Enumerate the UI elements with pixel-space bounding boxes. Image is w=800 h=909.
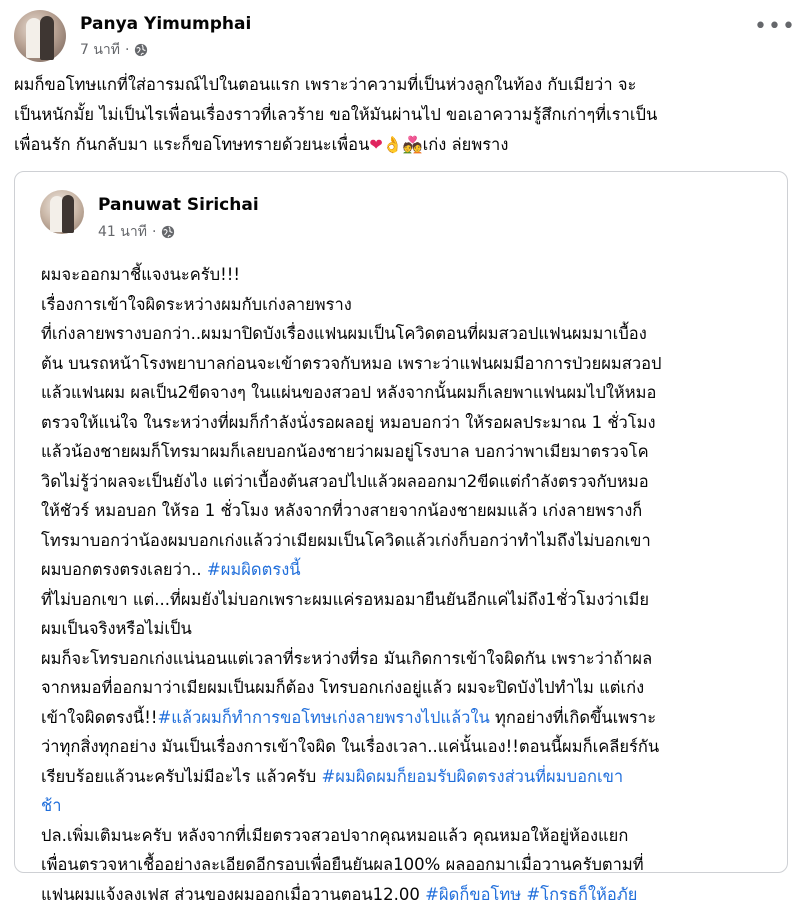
avatar[interactable] <box>14 10 66 62</box>
meta-separator: · <box>152 224 156 240</box>
line-text: ผมบอกตรงตรงเลยว่า.. <box>41 560 207 579</box>
line-text: โทรมาบอกว่าน้องผมบอกเก่งแล้วว่าเมียผมเป็นโควิดแล้วเก่งก็บอกว่าทำไมถึงไม่บอกเขา <box>41 531 651 550</box>
line-text: แล้วแฟนผม ผลเป็น2ขีดจางๆ ในแผ่นของสวอป หลังจากนั้นผมก็เลยพาแฟนผมไปให้หมอ <box>41 383 656 402</box>
shared-post-header <box>40 190 760 242</box>
hashtag-link[interactable]: #ผิดก็ขอโทษ #โกรธก็ให้อภัย <box>425 885 637 904</box>
post-line: เป็นหนักมั้ย ไม่เป็นไรเพื่อนเรื่องราวที่เลวร้าย ขอให้มันผ่านไป ขอเอาความรู้สึกเก่าๆที่เราเป็น <box>14 100 786 130</box>
shared-post-line <box>41 585 771 615</box>
line-text: ที่ไม่บอกเขา แต่...ที่ผมยังไม่บอกเพราะผมแค่รอหมอมายืนยันอีกแค่ไม่ถึง1ชั่วโมงว่าเมีย <box>41 590 649 609</box>
more-options-icon[interactable]: ••• <box>754 20 786 44</box>
ok-hand-emoji-icon: 👌 <box>383 130 403 160</box>
line-text: แล้วน้องชายผมก็โทรมาผมก็เลยบอกน้องชายว่าผมอยู่โรงบาล บอกว่าพาเมียมาตรวจโค <box>41 442 649 461</box>
shared-post-meta <box>98 221 175 243</box>
shared-post-line <box>41 880 771 909</box>
line-text: เพื่อนตรวจหาเชื้ออย่างละเอียดอีกรอบเพื่อยืนยันผล100% ผลออกมาเมื่อวานครับตามที่ <box>41 855 644 874</box>
line-text: เข้าใจผิดตรงนี้!! <box>41 708 157 727</box>
meta-separator: · <box>125 42 129 58</box>
shared-author-name[interactable]: Panuwat Sirichai <box>98 195 259 215</box>
shared-post-card[interactable] <box>14 171 788 873</box>
hashtag-link[interactable]: #ผมผิดตรงนี้ <box>207 560 301 579</box>
line-text: ผมก็จะโทรบอกเก่งแน่นอนแต่เวลาที่ระหว่างที่รอ มันเกิดการเข้าใจผิดกัน เพราะว่าถ้าผล <box>41 649 652 668</box>
heart-emoji-icon: ❤ <box>369 130 382 160</box>
shared-post-body <box>41 260 771 909</box>
line-text: ผมจะออกมาชี้แจงนะครับ!!! <box>41 265 240 284</box>
author-name[interactable]: Panya Yimumphai <box>80 14 251 34</box>
shared-post-line <box>41 349 771 379</box>
globe-icon[interactable] <box>134 43 148 57</box>
hashtag-link[interactable]: ช้า <box>41 796 61 815</box>
couple-emoji-icon: 💑 <box>403 130 423 160</box>
post-header <box>14 10 786 62</box>
shared-post-line <box>41 408 771 438</box>
shared-post-line <box>41 644 771 674</box>
line-text: ปล.เพิ่มเติมนะครับ หลังจากที่เมียตรวจสวอปจากคุณหมอแล้ว คุณหมอให้อยู่ห้องแยก <box>41 826 628 845</box>
shared-post-line <box>41 821 771 851</box>
avatar-figure <box>62 195 74 233</box>
shared-post-line <box>41 673 771 703</box>
shared-post-line <box>41 378 771 408</box>
shared-post-line <box>41 290 771 320</box>
shared-post-line <box>41 526 771 556</box>
globe-icon[interactable] <box>161 225 175 239</box>
line-text: จากหมอที่ออกมาว่าเมียผมเป็นผมก็ต้อง โทรบอกเก่งอยู่แล้ว ผมจะปิดบังไปทำไม แต่เก่ง <box>41 678 644 697</box>
avatar-figure <box>40 16 54 60</box>
shared-post-line <box>41 732 771 762</box>
shared-post-line <box>41 260 771 290</box>
shared-post-line <box>41 467 771 497</box>
tagged-person[interactable]: เก่ง ล่ยพราง <box>423 135 509 154</box>
shared-post-timestamp[interactable]: 41 นาที <box>98 221 147 243</box>
shared-post-line <box>41 437 771 467</box>
shared-post-line <box>41 850 771 880</box>
line-text: ต้น บนรถหน้าโรงพยาบาลก่อนจะเข้าตรวจกับหมอ เพราะว่าแฟนผมมีอาการป่วยผมสวอป <box>41 354 662 373</box>
line-text: ว่าทุกสิ่งทุกอย่าง มันเป็นเรื่องการเข้าใจผิด ในเรื่องเวลา..แค่นั้นเอง!!ตอนนี้ผมก็เคลียร์กัน <box>41 737 659 756</box>
shared-post-line <box>41 762 771 792</box>
shared-post-line <box>41 319 771 349</box>
shared-avatar[interactable] <box>40 190 84 234</box>
line-text: ทุกอย่างที่เกิดขึ้นเพราะ <box>490 708 656 727</box>
post-meta <box>80 39 148 61</box>
shared-post-line <box>41 703 771 733</box>
hashtag-link[interactable]: #ผมผิดผมก็ยอมรับผิดตรงส่วนที่ผมบอกเขา <box>321 767 623 786</box>
line-text: แฟนผมแจ้งลงเฟส ส่วนของผมออกเมื่อวานตอน12.00 <box>41 885 425 904</box>
line-text: ให้ชัวร์ หมอบอก ให้รอ 1 ชั่วโมง หลังจากที่วางสายจากน้องชายผมแล้ว เก่งลายพรางก็ <box>41 501 642 520</box>
shared-post-line <box>41 614 771 644</box>
post-timestamp[interactable]: 7 นาที <box>80 39 120 61</box>
post-line: ผมก็ขอโทษแกที่ใส่อารมณ์ไปในตอนแรก เพราะว่าความที่เป็นห่วงลูกในท้อง กับเมียว่า จะ <box>14 70 786 100</box>
line-text: วิดไม่รู้ว่าผลจะเป็นยังไง แต่ว่าเบื้องต้นสวอปไปแล้วผลออกมา2ขีดแต่กำลังตรวจกับหมอ <box>41 472 649 491</box>
shared-post-line <box>41 791 771 821</box>
line-text: ที่เก่งลายพรางบอกว่า..ผมมาปิดบังเรื่องแฟนผมเป็นโควิดตอนที่ผมสวอปแฟนผมมาเบื้อง <box>41 324 647 343</box>
line-text: เรื่องการเข้าใจผิดระหว่างผมกับเก่งลายพราง <box>41 295 352 314</box>
hashtag-link[interactable]: #แล้วผมก็ทำการขอโทษเก่งลายพรางไปแล้วใน <box>157 708 489 727</box>
line-text: ตรวจให้แน่ใจ ในระหว่างที่ผมก็กำลังนั่งรอผลอยู่ หมอบอกว่า ให้รอผลประมาณ 1 ชั่วโมง <box>41 413 656 432</box>
shared-post-line <box>41 496 771 526</box>
line-text: ผมเป็นจริงหรือไม่เป็น <box>41 619 192 638</box>
post-body <box>14 70 786 160</box>
post-line-text: เพื่อนรัก กันกลับมา แระก็ขอโทษทรายด้วยนะเพื่อน <box>14 135 369 154</box>
shared-post-line <box>41 555 771 585</box>
line-text: เรียบร้อยแล้วนะครับไม่มีอะไร แล้วครับ <box>41 767 321 786</box>
post-line <box>14 130 786 160</box>
